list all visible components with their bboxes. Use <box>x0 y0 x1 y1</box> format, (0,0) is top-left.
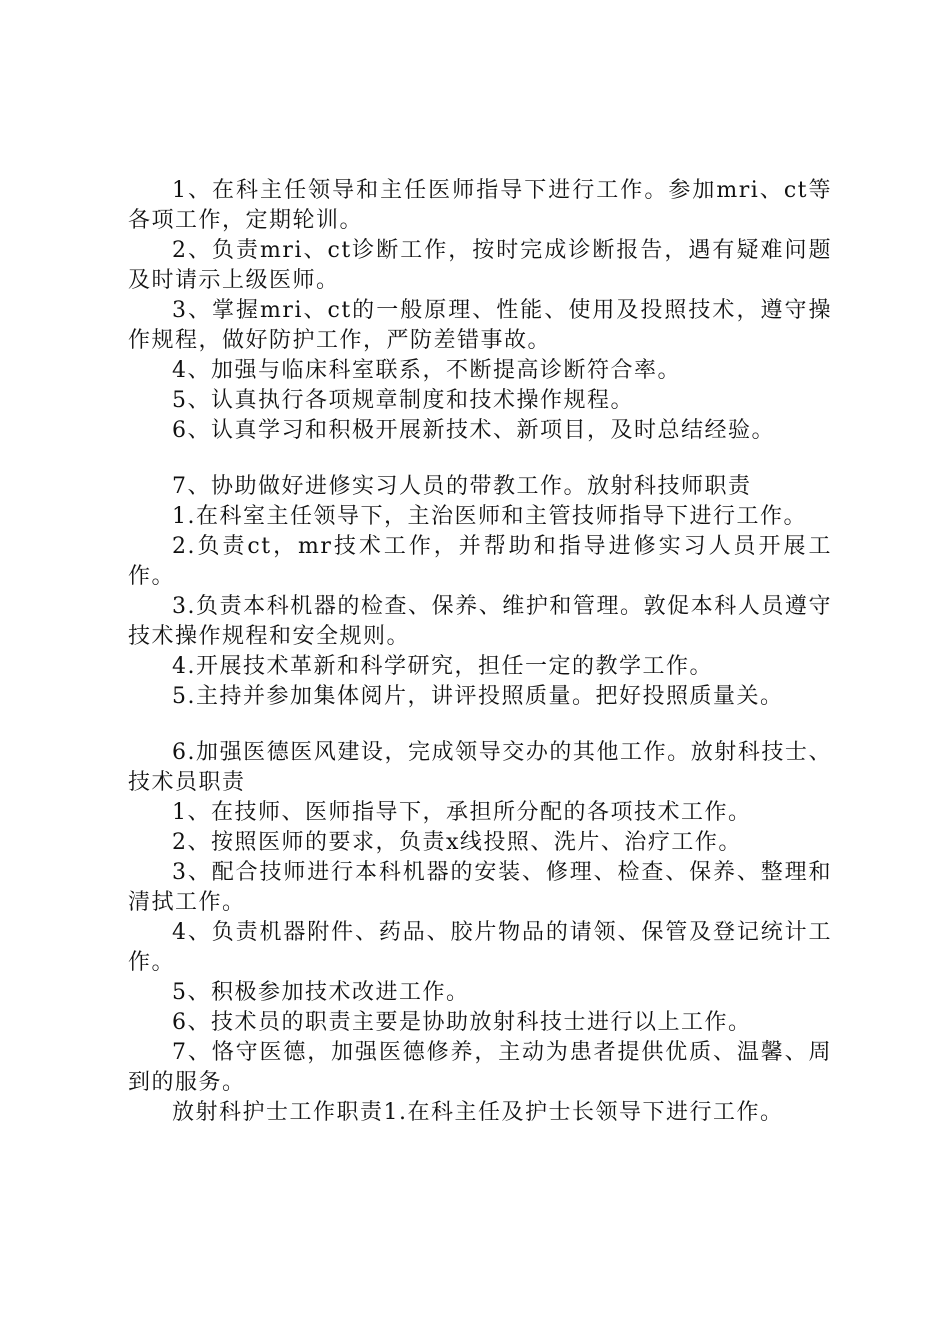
document-body <box>128 176 832 1128</box>
paragraph-5: 5、认真执行各项规章制度和技术操作规程。 <box>172 388 634 413</box>
paragraph-12: 5.主持并参加集体阅片，讲评投照质量。把好投照质量关。 <box>172 684 784 709</box>
paragraph-10: 3.负责本科机器的检查、保养、维护和管理。敦促本科人员遵守技术操作规程和安全规则。 <box>128 594 832 649</box>
paragraph-20: 7、恪守医德，加强医德修养，主动为患者提供优质、温馨、周到的服务。 <box>128 1040 832 1095</box>
paragraph-6: 6、认真学习和积极开展新技术、新项目，及时总结经验。 <box>172 418 775 443</box>
paragraph-16: 3、配合技师进行本科机器的安装、修理、检查、保养、整理和清拭工作。 <box>128 860 832 915</box>
paragraph-13: 6.加强医德医风建设，完成领导交办的其他工作。放射科技士、技术员职责 <box>128 740 832 795</box>
paragraph-19: 6、技术员的职责主要是协助放射科技士进行以上工作。 <box>172 1010 752 1035</box>
paragraph-15: 2、按照医师的要求，负责x线投照、洗片、治疗工作。 <box>172 830 742 855</box>
paragraph-17: 4、负责机器附件、药品、胶片物品的请领、保管及登记统计工作。 <box>128 920 832 975</box>
paragraph-1: 1、在科主任领导和主任医师指导下进行工作。参加mri、ct等各项工作，定期轮训。 <box>128 178 832 233</box>
paragraph-11: 4.开展技术革新和科学研究，担任一定的教学工作。 <box>172 654 713 679</box>
paragraph-9: 2.负责ct，mr技术工作，并帮助和指导进修实习人员开展工作。 <box>128 534 832 589</box>
paragraph-4: 4、加强与临床科室联系，不断提高诊断符合率。 <box>172 358 681 383</box>
paragraph-21: 放射科护士工作职责1.在科主任及护士长领导下进行工作。 <box>172 1100 784 1125</box>
paragraph-14: 1、在技师、医师指导下，承担所分配的各项技术工作。 <box>172 800 752 825</box>
paragraph-8: 1.在科室主任领导下，主治医师和主管技师指导下进行工作。 <box>172 504 807 529</box>
paragraph-7: 7、协助做好进修实习人员的带教工作。放射科技师职责 <box>172 474 752 499</box>
paragraph-2: 2、负责mri、ct诊断工作，按时完成诊断报告，遇有疑难问题及时请示上级医师。 <box>128 238 832 293</box>
paragraph-3: 3、掌握mri、ct的一般原理、性能、使用及投照技术，遵守操作规程，做好防护工作，严防差错事故。 <box>128 298 832 353</box>
paragraph-18: 5、积极参加技术改进工作。 <box>172 980 470 1005</box>
